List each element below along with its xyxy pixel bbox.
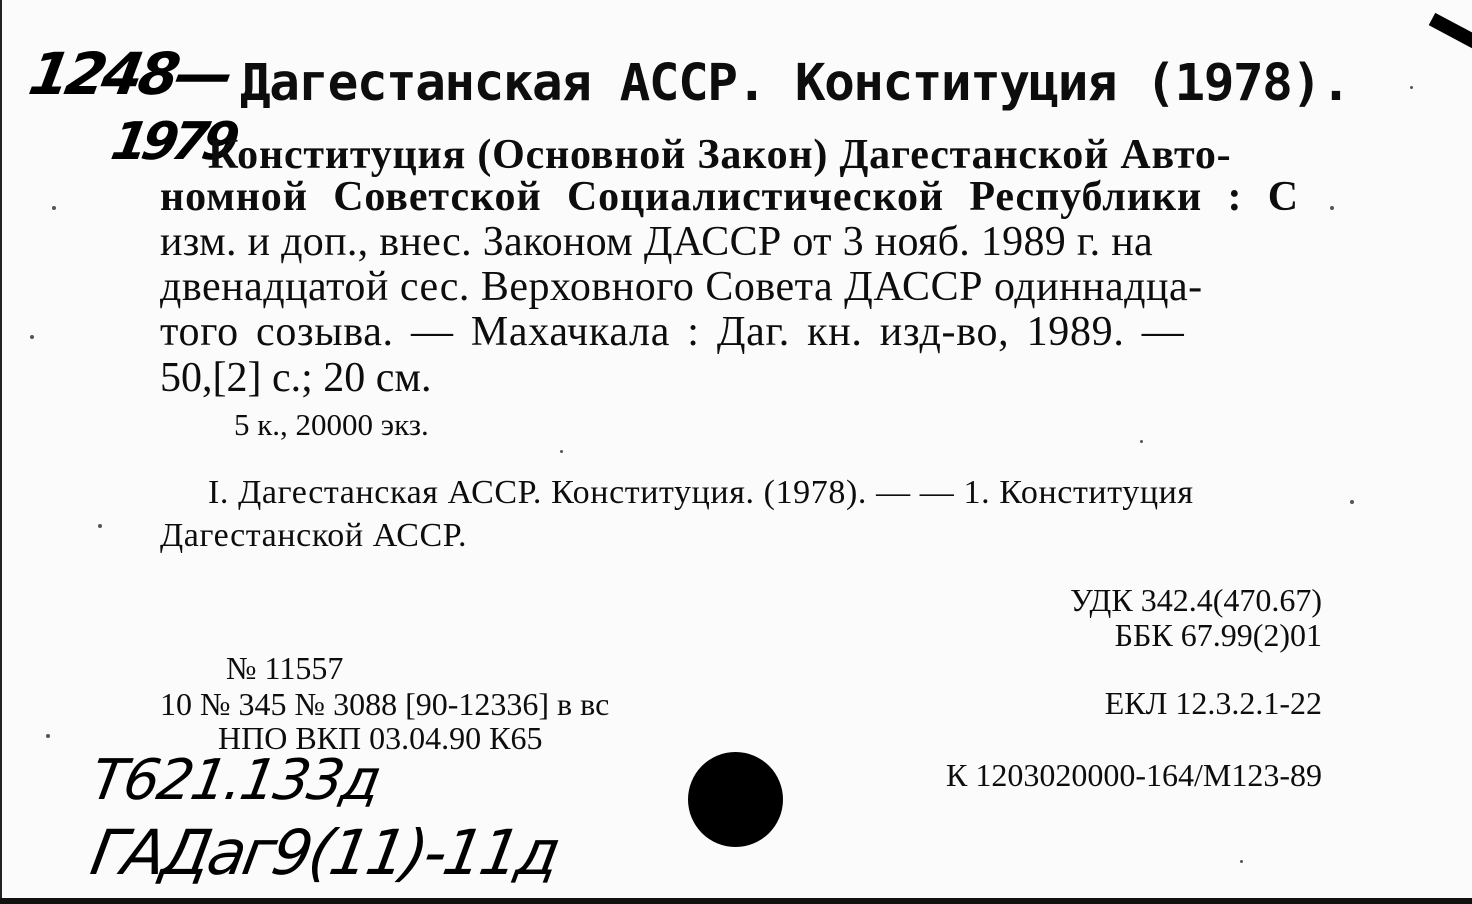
scan-speck (1240, 860, 1243, 863)
card-left-edge (0, 0, 2, 904)
scan-speck (46, 734, 50, 738)
udk-code: УДК 342.4(470.67) (1070, 582, 1322, 618)
ekl-code: ЕКЛ 12.3.2.1-22 (1104, 685, 1322, 721)
scan-speck (52, 206, 56, 210)
handwritten-archive-code: ГАДаг9(11)-11д (85, 816, 564, 889)
scan-speck (30, 335, 34, 339)
scan-speck (1140, 440, 1143, 443)
scan-speck (1410, 86, 1413, 89)
body-line-6: 50,[2] с.; 20 см. (160, 355, 432, 401)
k-code: К 1203020000-164/М123-89 (946, 757, 1322, 793)
handwritten-top-number: 1248— (24, 40, 236, 108)
body-line-3: изм. и доп., внес. Законом ДАССР от 3 нояб. 1989 г. на (160, 219, 1153, 265)
corner-mark (1429, 13, 1472, 54)
body-line-4: двенадцатой сес. Верховного Совета ДАССР одиннадца- (160, 264, 1203, 310)
body-line-2: номной Советской Социалистической Республики : С (160, 174, 1299, 220)
body-line-5: того созыва. — Махачкала : Даг. кн. изд-во, 1989. — (160, 309, 1185, 355)
body-line-1: Конституция (Основной Закон) Дагестанской Авто- (208, 132, 1232, 178)
bbk-code: ББК 67.99(2)01 (1114, 617, 1322, 653)
tracings-line-1: I. Дагестанская АССР. Конституция. (1978). — — 1. Конституция (208, 474, 1194, 511)
scan-speck (1330, 206, 1334, 210)
scan-speck (98, 524, 102, 528)
order-line: 10 № 345 № 3088 [90-12336] в вс (160, 686, 610, 722)
price-print-run: 5 к., 20000 экз. (234, 407, 429, 442)
heading: Дагестанская АССР. Конституция (1978). (240, 54, 1350, 113)
handwritten-top-year: 1979 (106, 112, 239, 172)
card-number: № 11557 (226, 650, 344, 686)
punch-hole (688, 752, 783, 847)
tracings-line-2: Дагестанской АССР. (160, 517, 468, 554)
scan-speck (1350, 500, 1354, 504)
scan-speck (560, 450, 563, 453)
publisher-line: НПО ВКП 03.04.90 К65 (218, 720, 543, 756)
card-bottom-edge (0, 898, 1472, 904)
handwritten-shelf-mark: Т621.133д (86, 748, 385, 813)
